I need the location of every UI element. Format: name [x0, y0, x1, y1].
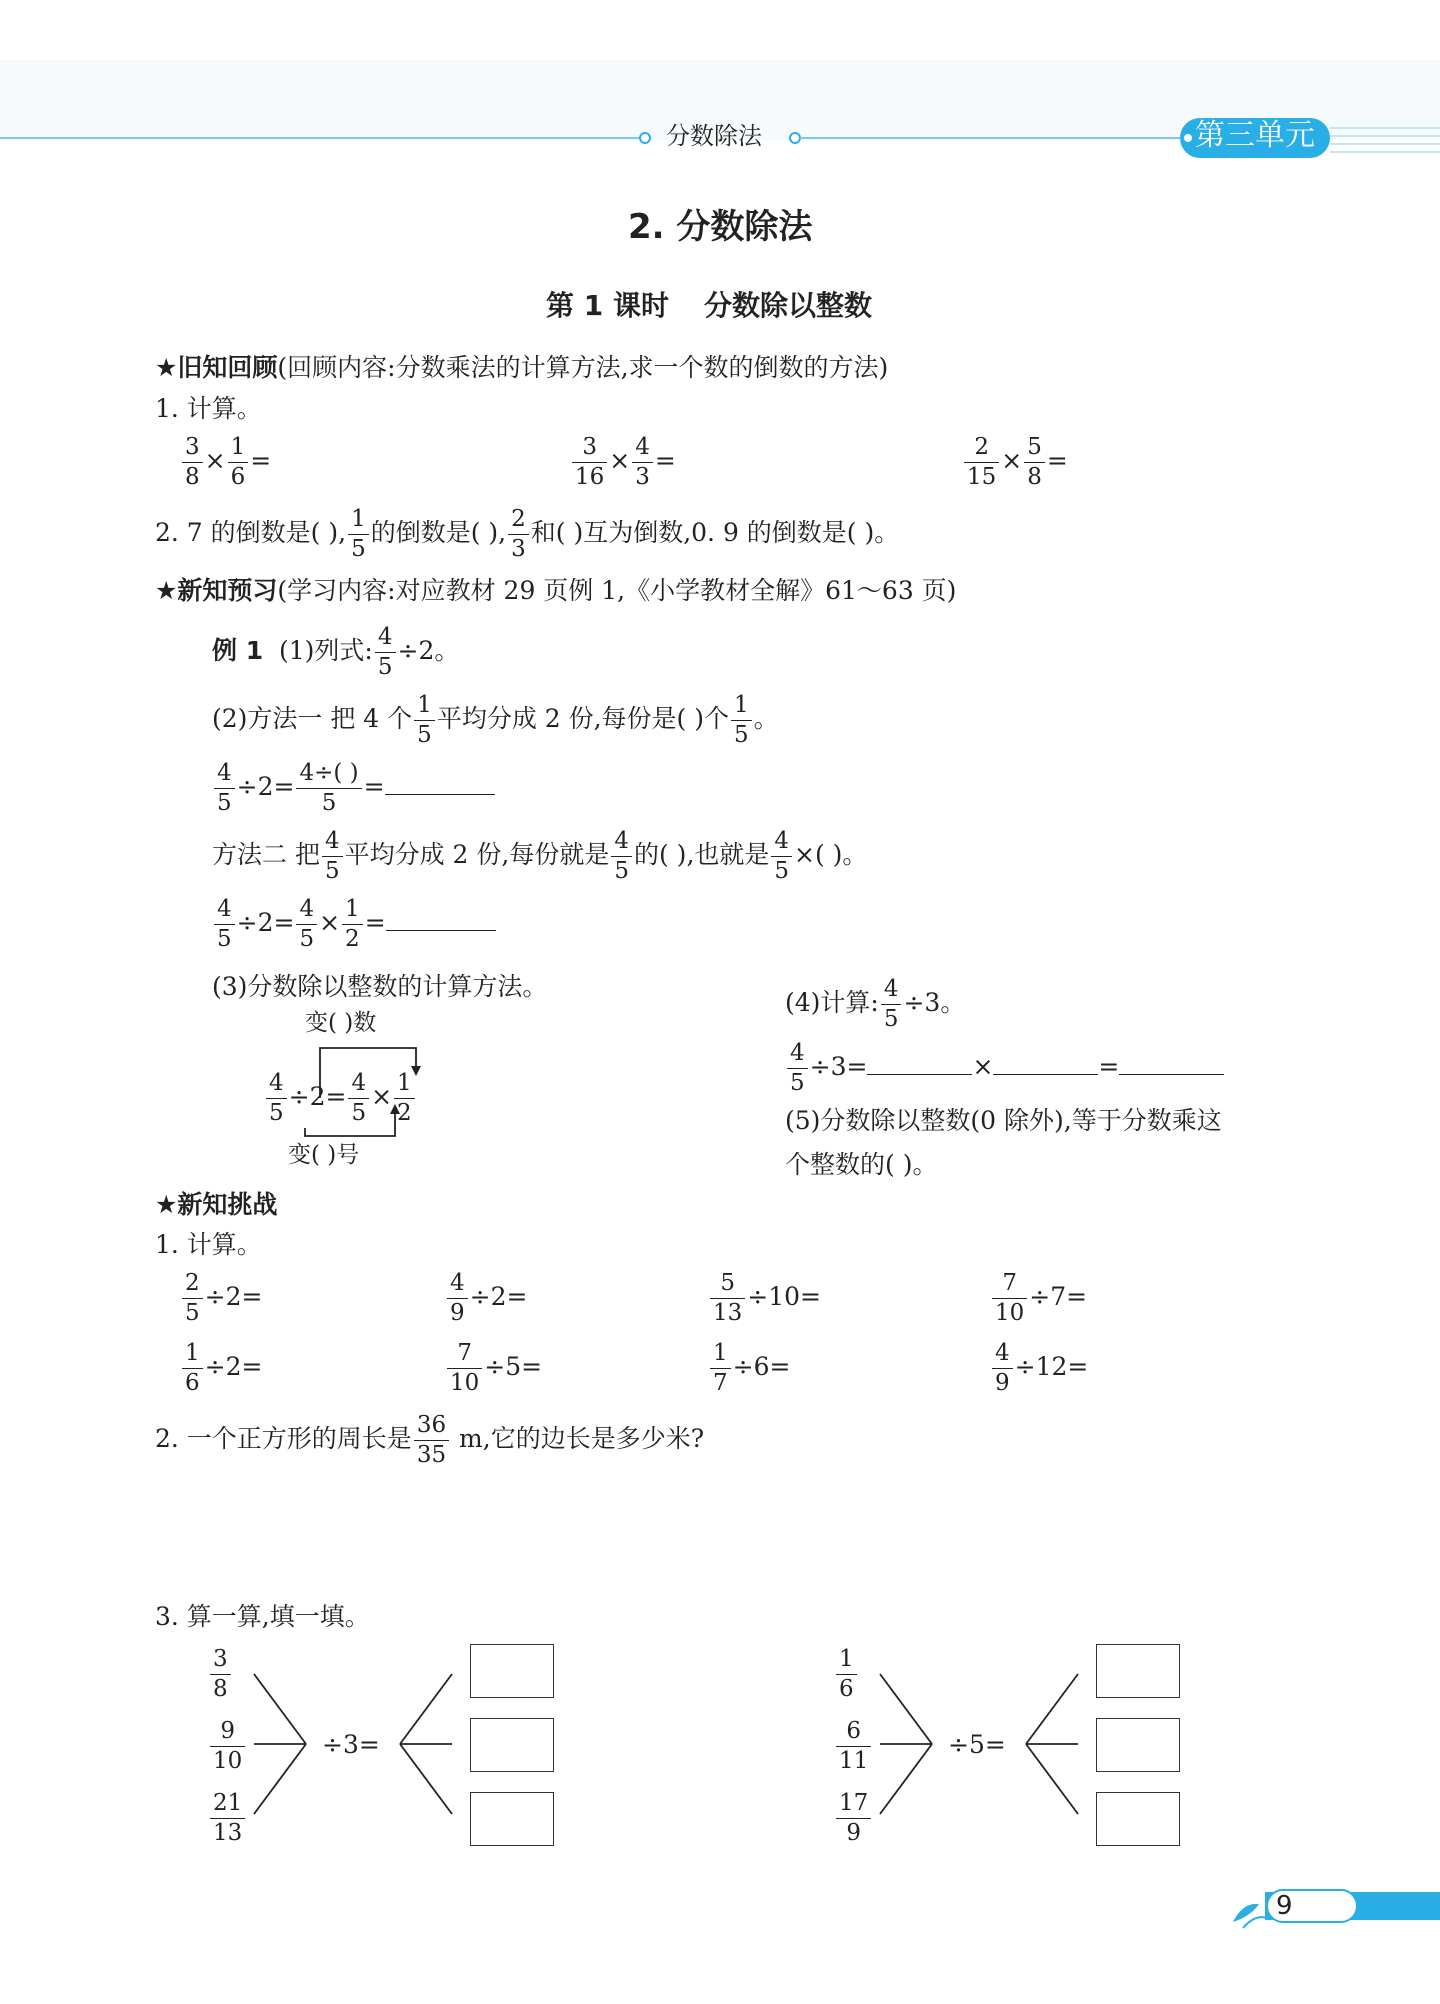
part-5-line-2: 个整数的( )。: [785, 1150, 938, 1179]
fraction: $\frac{4}{5}$: [214, 898, 235, 951]
fraction: $\frac{9}{10}$: [210, 1720, 245, 1773]
answer-blank[interactable]: [1119, 1068, 1224, 1075]
example-label: 例 1: [212, 636, 264, 665]
fraction: $\frac{1}{2}$: [342, 898, 363, 951]
answer-box[interactable]: [1096, 1792, 1180, 1846]
lesson-name: 分数除以整数: [704, 289, 873, 322]
answer-blank[interactable]: [867, 1068, 972, 1075]
review-heading: ★旧知回顾: [155, 353, 278, 382]
example-1-line: 例 1 (1)列式: $\frac{4}{5}$ ÷2。: [212, 624, 460, 680]
answer-blank[interactable]: [993, 1068, 1098, 1075]
part-4-line: (4)计算: $\frac{4}{5}$ ÷3。: [785, 976, 966, 1032]
fraction: $\frac{4}{5}$: [322, 830, 343, 883]
challenge-q1-label: 1. 计算。: [155, 1230, 262, 1259]
answer-blank[interactable]: [385, 788, 495, 795]
method-1-line: (2)方法一 把 4 个 $\frac{1}{5}$ 平均分成 2 份,每份是( )个 $\frac{1}{5}$ 。: [212, 692, 779, 748]
diagram-top-label: 变( )数: [305, 1010, 377, 1036]
fraction: $\frac{4}{5}$: [214, 762, 235, 815]
review-heading-line: [155, 355, 888, 380]
fraction: $\frac{4}{5}$: [787, 1042, 808, 1095]
fraction: $\frac{1}{5}$: [414, 694, 435, 747]
answer-box[interactable]: [1096, 1644, 1180, 1698]
part-5-line-1: (5)分数除以整数(0 除外),等于分数乘这: [785, 1106, 1222, 1135]
review-q1-item-1: $\frac{3}{8}$ × $\frac{1}{6}$ =: [180, 436, 271, 489]
preview-heading: ★新知预习: [155, 576, 278, 605]
fraction: $\frac{1}{6}$: [836, 1648, 857, 1701]
fraction: $\frac{1}{6}$: [228, 436, 249, 489]
fraction: $\frac{3}{8}$: [182, 436, 203, 489]
fraction: $\frac{4}{5}$: [771, 830, 792, 883]
fraction: $\frac{2}{3}$: [508, 508, 529, 561]
fraction: $\frac{4}{3}$: [632, 436, 653, 489]
fraction: $\frac{1}{5}$: [731, 694, 752, 747]
method-1-equation: $\frac{4}{5}$ ÷2= $\frac{4\div( )}{5}$ =: [212, 762, 495, 815]
fraction: $\frac{21}{13}$: [210, 1792, 245, 1845]
fraction: $\frac{5}{8}$: [1024, 436, 1045, 489]
method-2-equation: $\frac{4}{5}$ ÷2= $\frac{4}{5}$ × $\frac{1}{2}$ =: [212, 898, 496, 951]
fraction: $\frac{4\div( )}{5}$: [296, 762, 361, 815]
preview-heading-line: [155, 578, 956, 603]
unit-badge: 第三单元: [1195, 118, 1315, 153]
fraction: $\frac{36}{35}$: [414, 1414, 449, 1467]
page-number-tab: [1225, 1882, 1440, 1932]
review-q2: 2. 7 的倒数是( ), $\frac{1}{5}$ 的倒数是( ), $\frac{2}{3}$ 和( )互为倒数,0. 9 的倒数是( )。: [155, 506, 900, 562]
challenge-q1-item: $\frac{7}{10}$ ÷5=: [445, 1342, 542, 1395]
review-q1-label: 1. 计算。: [155, 394, 262, 423]
fraction: $\frac{2}{15}$: [964, 436, 999, 489]
fraction: $\frac{4}{5}$: [375, 626, 396, 679]
challenge-heading: ★新知挑战: [155, 1190, 278, 1219]
fraction: $\frac{3}{8}$: [210, 1648, 231, 1701]
fraction: $\frac{4}{5}$: [348, 1072, 369, 1125]
challenge-q3-label: 3. 算一算,填一填。: [155, 1602, 370, 1631]
challenge-q1-item: $\frac{7}{10}$ ÷7=: [990, 1272, 1087, 1325]
fraction: $\frac{3}{16}$: [572, 436, 607, 489]
challenge-q1-item: $\frac{5}{13}$ ÷10=: [708, 1272, 821, 1325]
challenge-q1-item: $\frac{4}{9}$ ÷12=: [990, 1342, 1088, 1395]
fraction: $\frac{17}{9}$: [836, 1792, 871, 1845]
review-q1-item-2: $\frac{3}{16}$ × $\frac{4}{3}$ =: [570, 436, 676, 489]
method-2-line: 方法二 把 $\frac{4}{5}$ 平均分成 2 份,每份就是 $\frac{4}{5}$ 的( ),也就是 $\frac{4}{5}$ ×( )。: [212, 828, 868, 884]
right-operator: ÷5=: [948, 1730, 1006, 1759]
fraction: $\frac{4}{5}$: [266, 1072, 287, 1125]
challenge-q1-item: $\frac{1}{7}$ ÷6=: [708, 1342, 790, 1395]
section-title: 2. 分数除法: [628, 207, 813, 247]
fraction: $\frac{7}{10}$: [992, 1272, 1027, 1325]
answer-box[interactable]: [1096, 1718, 1180, 1772]
challenge-q1-item: $\frac{4}{9}$ ÷2=: [445, 1272, 527, 1325]
fraction: $\frac{5}{13}$: [710, 1272, 745, 1325]
fraction: $\frac{6}{11}$: [836, 1720, 871, 1773]
answer-box[interactable]: [470, 1644, 554, 1698]
fraction: $\frac{2}{5}$: [182, 1272, 203, 1325]
answer-box[interactable]: [470, 1792, 554, 1846]
fraction: $\frac{1}{2}$: [394, 1072, 415, 1125]
part-3-label: (3)分数除以整数的计算方法。: [212, 972, 548, 1001]
page-number: 9: [1276, 1891, 1293, 1921]
part-4-equation: $\frac{4}{5}$ ÷3= × =: [785, 1042, 1224, 1095]
review-desc: (回顾内容:分数乘法的计算方法,求一个数的倒数的方法): [277, 353, 889, 382]
fraction: $\frac{4}{5}$: [296, 898, 317, 951]
fraction: $\frac{1}{6}$: [182, 1342, 203, 1395]
fraction: $\frac{1}{7}$: [710, 1342, 731, 1395]
fraction: $\frac{7}{10}$: [447, 1342, 482, 1395]
fraction: $\frac{4}{5}$: [881, 978, 902, 1031]
preview-desc: (学习内容:对应教材 29 页例 1,《小学教材全解》61～63 页): [277, 576, 957, 605]
challenge-q2: 2. 一个正方形的周长是 $\frac{36}{35}$ m,它的边长是多少米?: [155, 1412, 705, 1468]
answer-blank[interactable]: [386, 924, 496, 931]
diagram-equation: $\frac{4}{5}$ ÷2= $\frac{4}{5}$ × $\frac{1}{2}$: [264, 1072, 417, 1125]
answer-box[interactable]: [470, 1718, 554, 1772]
fraction: $\frac{4}{9}$: [992, 1342, 1013, 1395]
chapter-title: 分数除法: [666, 122, 762, 150]
fraction: $\frac{1}{5}$: [348, 508, 369, 561]
lesson-number: 第 1 课时: [546, 289, 669, 322]
fraction: $\frac{4}{5}$: [611, 830, 632, 883]
challenge-q1-item: $\frac{1}{6}$ ÷2=: [180, 1342, 262, 1395]
review-q1-item-3: $\frac{2}{15}$ × $\frac{5}{8}$ =: [962, 436, 1068, 489]
left-fraction-1: [208, 1648, 233, 1701]
fraction: $\frac{4}{9}$: [447, 1272, 468, 1325]
challenge-q1-item: $\frac{2}{5}$ ÷2=: [180, 1272, 262, 1325]
left-operator: ÷3=: [322, 1730, 380, 1759]
right-fraction-1: [834, 1648, 859, 1701]
diagram-bottom-label: 变( )号: [288, 1142, 360, 1168]
